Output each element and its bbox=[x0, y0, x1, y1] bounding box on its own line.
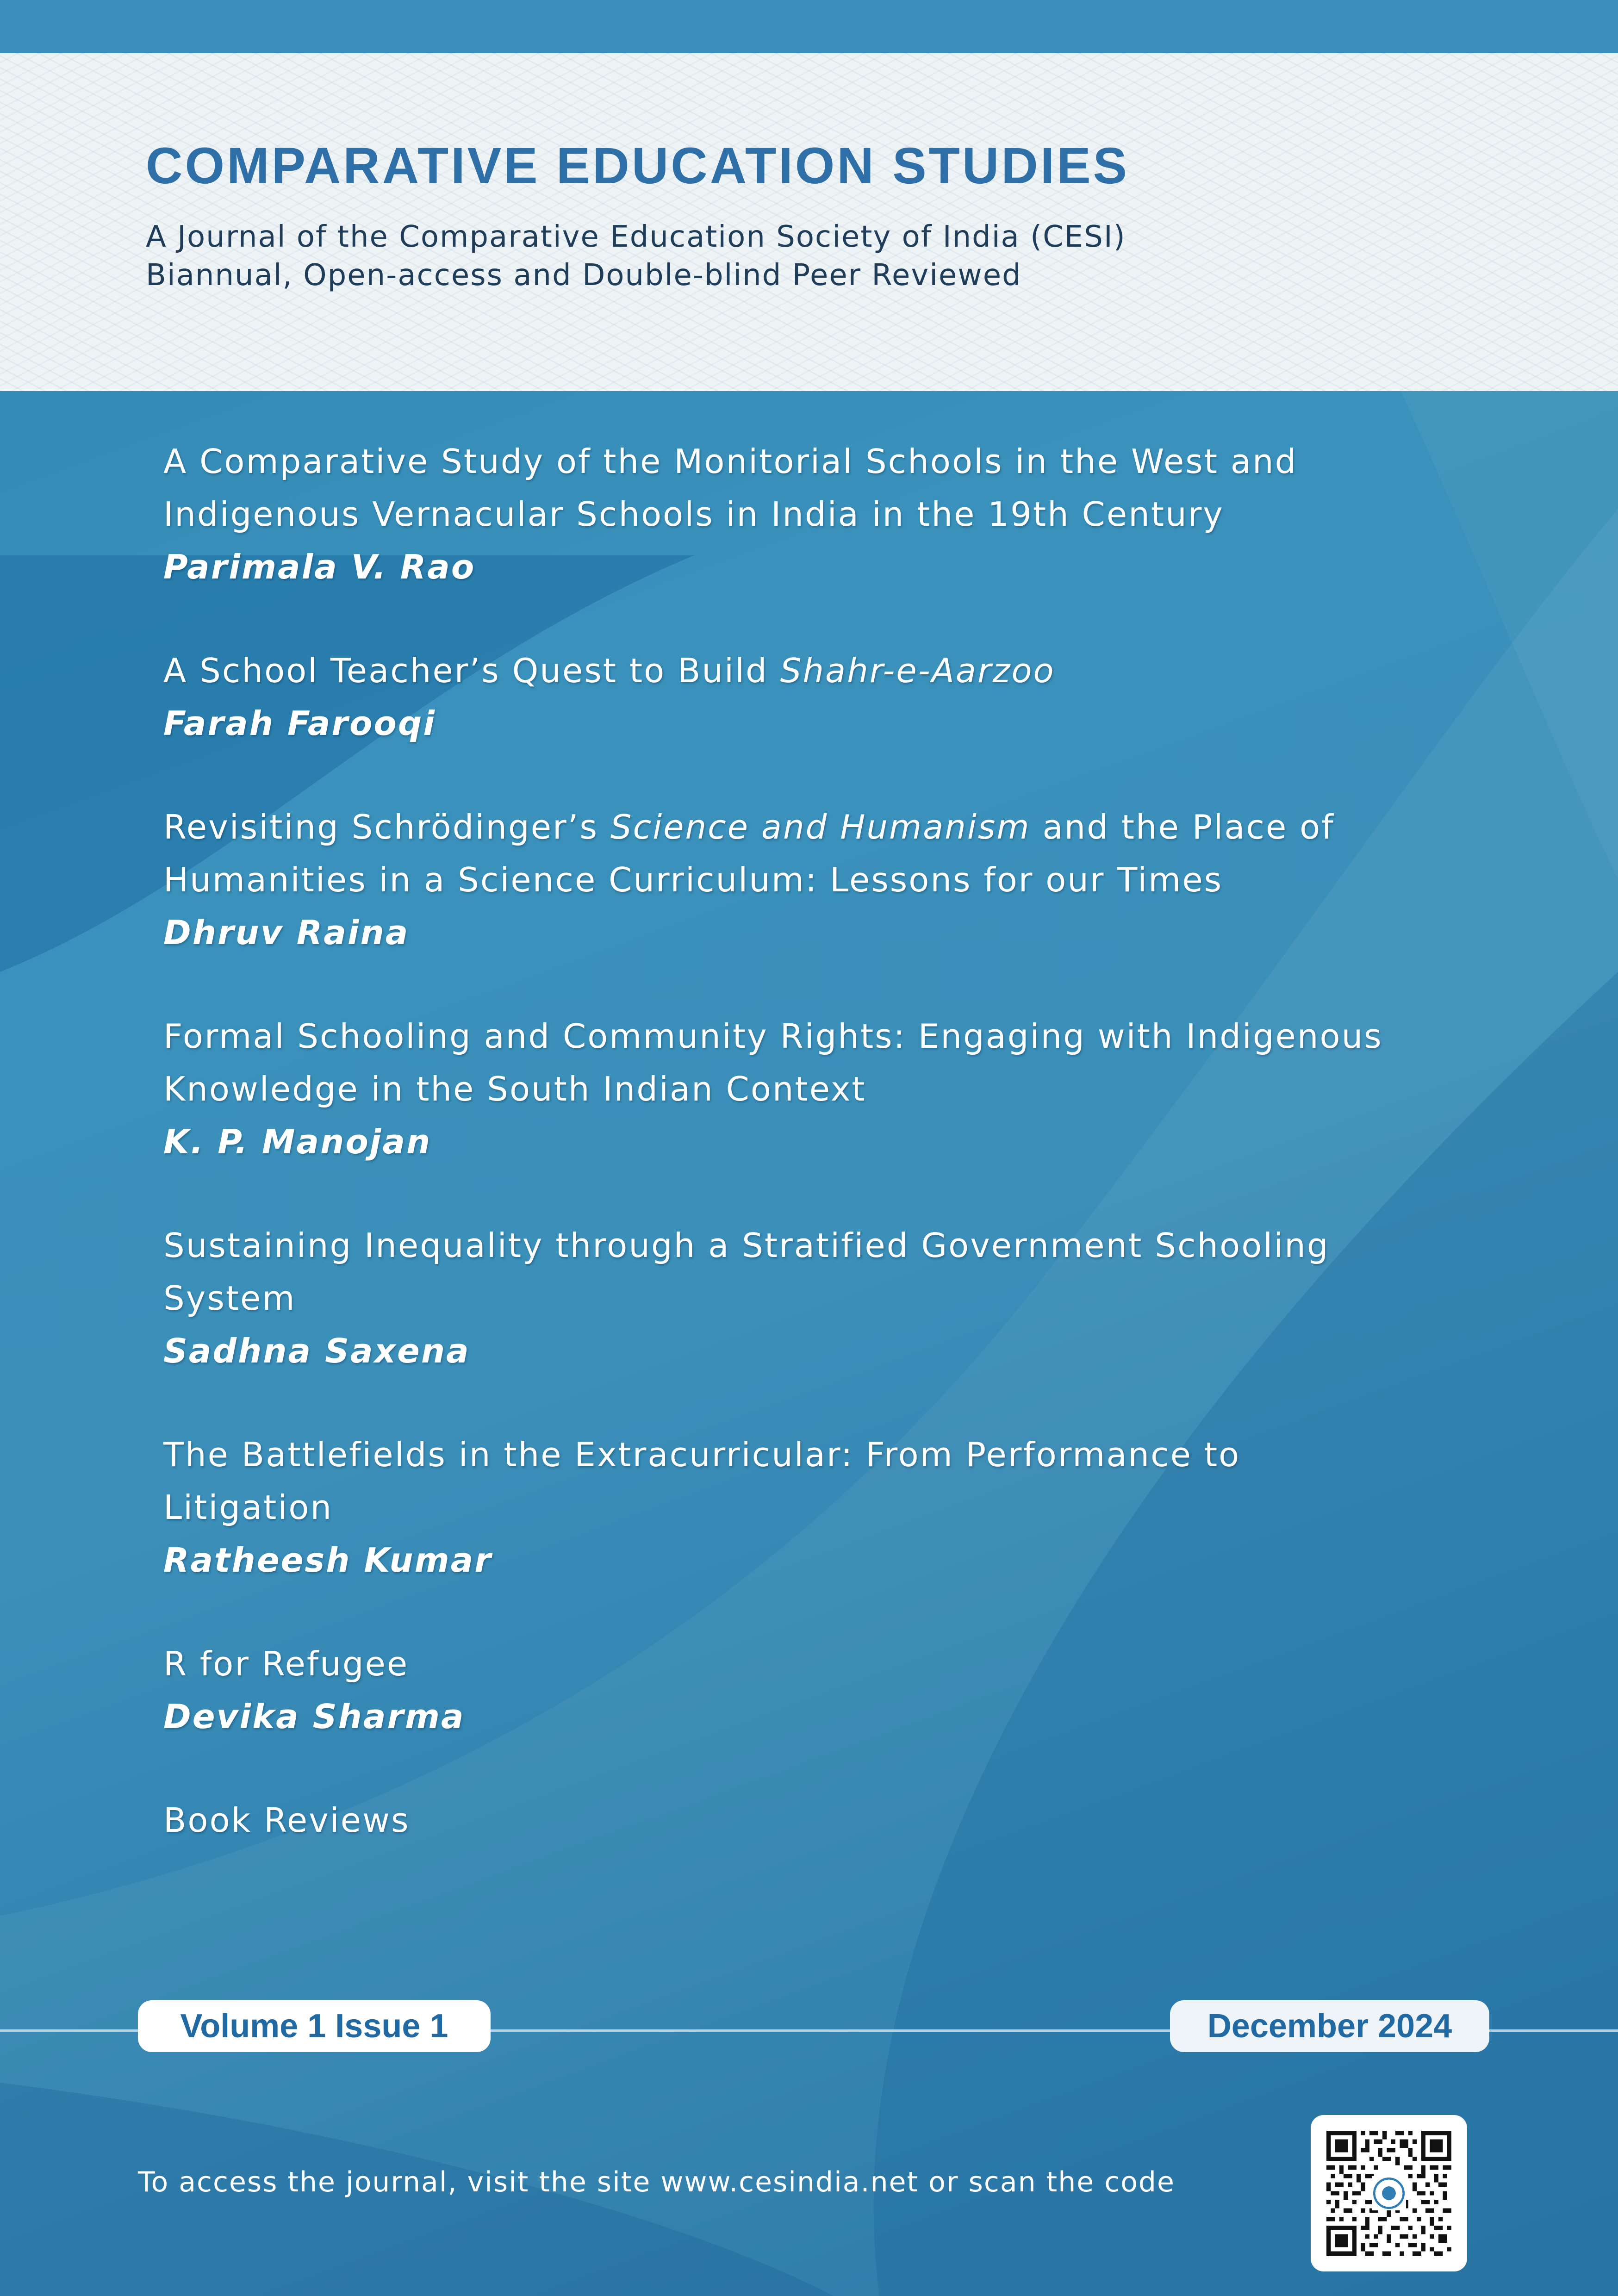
book-reviews-label: Book Reviews bbox=[163, 1801, 410, 1840]
article-title-italic: Shahr-e-Aarzoo bbox=[780, 651, 1055, 690]
article-title bbox=[163, 1010, 1413, 1115]
article-title bbox=[163, 1428, 1413, 1534]
article-author: Devika Sharma bbox=[163, 1697, 465, 1736]
article-title bbox=[163, 435, 1413, 541]
volume-issue-badge: Volume 1 Issue 1 bbox=[138, 2000, 491, 2052]
article-title-prefix: A School Teacher’s Quest to Build bbox=[163, 651, 780, 690]
access-instructions: To access the journal, visit the site www.cesindia.net or scan the code bbox=[138, 2166, 1175, 2198]
article-author: Ratheesh Kumar bbox=[163, 1541, 492, 1580]
article-title bbox=[163, 644, 1413, 697]
qr-code[interactable] bbox=[1311, 2115, 1467, 2271]
article-title bbox=[163, 1219, 1413, 1325]
article-6 bbox=[163, 1428, 1413, 1587]
article-author: Dhruv Raina bbox=[163, 913, 410, 952]
article-3 bbox=[163, 801, 1413, 959]
article-title-line1: R for Refugee bbox=[163, 1644, 409, 1683]
article-title-line1: A Comparative Study of the Monitorial Schools in the West and bbox=[163, 442, 1298, 481]
article-5 bbox=[163, 1219, 1413, 1377]
article-4 bbox=[163, 1010, 1413, 1168]
article-title bbox=[163, 1637, 1413, 1690]
article-title-line1: Sustaining Inequality through a Stratified Government Schooling bbox=[163, 1226, 1330, 1265]
article-title-line2: Indigenous Vernacular Schools in India in the 19th Century bbox=[163, 495, 1224, 534]
article-author: K. P. Manojan bbox=[163, 1122, 432, 1161]
article-author: Farah Farooqi bbox=[163, 704, 436, 743]
article-title-line2: System bbox=[163, 1279, 296, 1318]
journal-subtitle-line2: Biannual, Open-access and Double-blind Peer Reviewed bbox=[146, 258, 1022, 292]
article-author: Parimala V. Rao bbox=[163, 548, 476, 586]
article-title-prefix: Revisiting Schrödinger’s bbox=[163, 808, 610, 846]
top-strip bbox=[0, 0, 1618, 53]
article-title bbox=[163, 801, 1413, 906]
qr-code-icon bbox=[1326, 2131, 1451, 2256]
article-title-line1: Formal Schooling and Community Rights: Engaging with Indigenous bbox=[163, 1017, 1383, 1056]
article-1 bbox=[163, 435, 1413, 593]
article-7 bbox=[163, 1637, 1413, 1743]
issue-date-badge: December 2024 bbox=[1170, 2000, 1489, 2052]
journal-title: COMPARATIVE EDUCATION STUDIES bbox=[146, 137, 1130, 194]
article-title-italic: Science and Humanism bbox=[610, 808, 1031, 846]
article-title-line2: Humanities in a Science Curriculum: Lessons for our Times bbox=[163, 860, 1223, 899]
article-author: Sadhna Saxena bbox=[163, 1332, 470, 1370]
article-title-line1: The Battlefields in the Extracurricular: From Performance to Litigation bbox=[163, 1435, 1241, 1527]
journal-subtitle-line1: A Journal of the Comparative Education Society of India (CESI) bbox=[146, 220, 1126, 254]
article-title-line2: Knowledge in the South Indian Context bbox=[163, 1070, 866, 1108]
article-title-suffix: and the Place of bbox=[1030, 808, 1335, 846]
article-2 bbox=[163, 644, 1413, 750]
table-of-contents bbox=[163, 435, 1413, 1847]
